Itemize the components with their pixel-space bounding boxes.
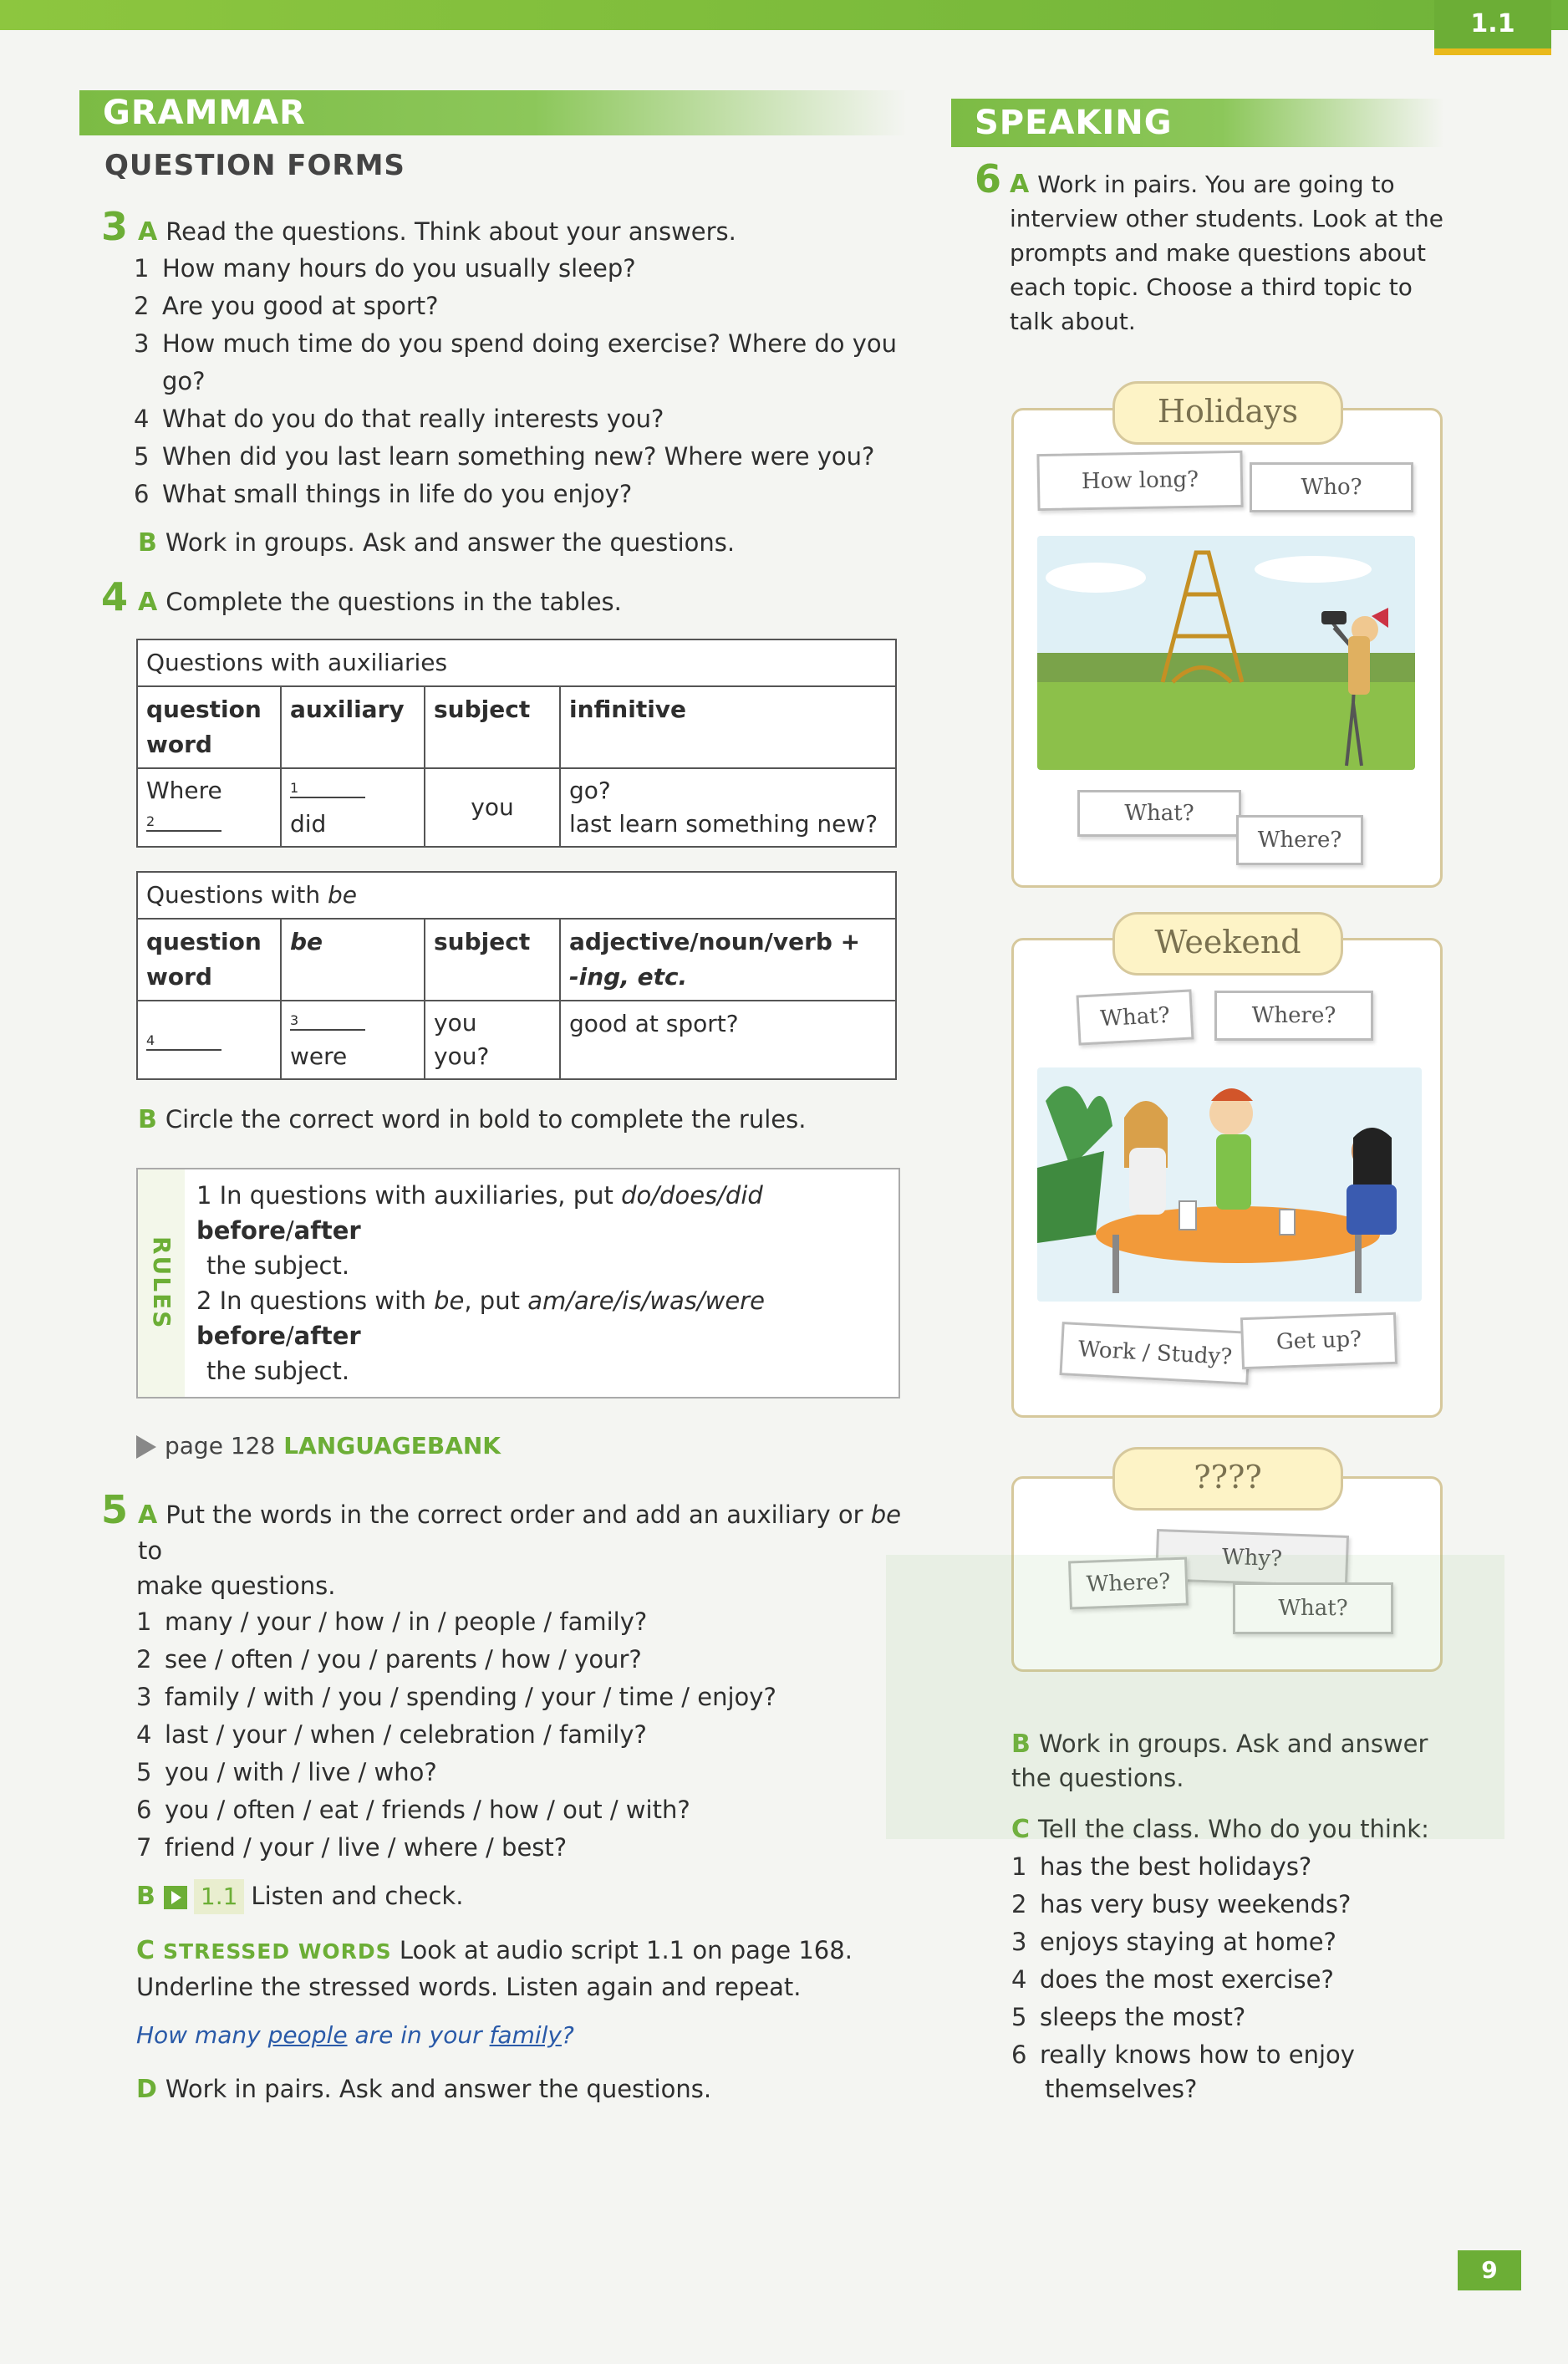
table-cell: good at sport? [560,1001,896,1079]
table-cell: Where 2 [137,768,281,847]
table-header: question word [137,919,281,1001]
rules-text: 1 In questions with auxiliaries, put do/does/did before/after the subject. 2 In questions with be, put am/are/is/was/were before/after the subject. [196,1181,765,1385]
table-header: be [281,919,425,1001]
rule-choice[interactable]: before [196,1322,286,1350]
topic-box-holidays [1011,393,1443,888]
exercise-number: 3 [101,204,129,249]
exercise-5d: D Work in pairs. Ask and answer the questions. [136,2075,712,2104]
list-item: 1 many / your / how / in / people / family? [136,1607,648,1636]
section-subheading: QUESTION FORMS [104,149,405,182]
table-caption: Questions with be [137,872,896,919]
prompt-card: Where? [1214,991,1373,1041]
instruction: Complete the questions in the tables. [165,588,622,616]
answer-blank[interactable]: 4 [146,1031,221,1051]
prompt-card: Where? [1068,1557,1189,1610]
question-list [134,250,907,513]
speaking-banner: SPEAKING [951,99,1444,147]
table-header: infinitive [560,686,896,768]
prompt-card: How long? [1036,451,1243,511]
grammar-column [79,90,907,2107]
rule-choice[interactable]: before [196,1216,286,1245]
list-item: 6 really knows how to enjoy [1011,2040,1355,2069]
table-header: auxiliary [281,686,425,768]
exercise-6b: B Work in groups. Ask and answer the questions. [1011,1730,1428,1792]
prompt-card: Where? [1236,815,1363,865]
who-list [1011,1848,1446,2074]
exercise-number: 5 [101,1487,129,1532]
exercise-4: 4 A Complete the questions in the tables. Questions with auxiliaries question word auxiliary subject infinitive Where 2 1 did you go? last learn something new? Questions with be question word be subject adjective/noun/verb + -ing, etc. 4 3 were you you? good at sport? B Circle the correct word in bold to complete the rules. RULES 1 In questions with auxiliaries, put do/does/did before/after the subject. 2 In questions with be, put am/are/is/was/were before/after the subject. page 128 LANGUAGEBANK [79,584,907,1464]
exercise-3 [79,204,907,561]
exercise-4b: B Circle the correct word in bold to complete the rules. [138,1105,807,1134]
topic-title: ???? [1112,1447,1343,1511]
prompt-card: What? [1233,1582,1393,1634]
table-header: question word [137,686,281,768]
answer-blank[interactable]: 3 [290,1011,365,1031]
list-item: 2 Are you good at sport? [134,292,439,320]
show-through-shadow [886,1555,1504,1839]
cafe-friends-illustration [1037,1067,1422,1302]
prompt-card: What? [1077,790,1241,837]
topic-title: Weekend [1112,912,1343,976]
list-item: 5 When did you last learn something new? Where were you? [134,442,875,471]
prompt-card: Who? [1250,462,1413,512]
list-item: 4 What do you do that really interests you? [134,405,664,433]
list-item: 3 enjoys staying at home? [1011,1928,1336,1956]
list-item: 7 friend / your / live / where / best? [136,1833,568,1862]
prompt-card: Get up? [1240,1312,1397,1369]
page-number: 9 [1458,2250,1521,2290]
example-sentence: How many people are in your family? [136,2021,574,2049]
be-table [136,871,897,1080]
answer-blank[interactable]: 2 [146,812,221,832]
exercise-number: 6 [975,156,1002,201]
list-item: 2 see / often / you / parents / how / your? [136,1645,642,1674]
prompt-card: Work / Study? [1059,1322,1250,1385]
grammar-banner: GRAMMAR [79,90,907,135]
exercise-3b: B Work in groups. Ask and answer the questions. [138,528,736,558]
table-cell: 3 were [281,1001,425,1079]
eiffel-tower-illustration [1037,536,1415,770]
exercise-6c: C Tell the class. Who do you think: 1 has the best holidays? 2 has very busy weekends? 3 enjoys staying at home? 4 does the most exercise? 5 sleeps the most? 6 really knows how to enjoy themselves? [1011,1811,1446,2104]
rules-box [136,1168,900,1399]
top-color-bar [0,0,1568,30]
rules-tab: RULES [138,1169,185,1397]
topic-title: Holidays [1112,381,1343,445]
list-item: 2 has very busy weekends? [1011,1890,1352,1918]
speaking-column [951,99,1444,339]
play-icon[interactable] [164,1886,187,1909]
list-item: 6 you / often / eat / friends / how / out / with? [136,1796,690,1824]
table-cell: you you? [425,1001,560,1079]
rule-choice[interactable]: after [293,1322,361,1350]
list-item: 3 family / with / you / spending / your / time / enjoy? [136,1683,776,1711]
list-item: 5 sleeps the most? [1011,2003,1246,2031]
rule-choice[interactable]: after [293,1216,361,1245]
language-bank-link[interactable]: page 128 LANGUAGEBANK [136,1429,907,1464]
table-cell: go? last learn something new? [560,768,896,847]
prompt-card: What? [1077,989,1194,1045]
table-header: subject [425,686,560,768]
table-caption: Questions with auxiliaries [137,639,896,686]
exercise-number: 4 [101,574,129,619]
table-header: subject [425,919,560,1001]
prompt-card: Why? [1155,1529,1349,1587]
exercise-letter: A [138,217,158,247]
table-cell [137,1001,281,1079]
audio-track-label[interactable]: 1.1 [194,1879,245,1914]
table-header: adjective/noun/verb + -ing, etc. [560,919,896,1001]
topic-box-weekend [1011,924,1443,1418]
exercise-6a: 6 A Work in pairs. You are going to interview other students. Look at the prompts and make questions about each topic. Choose a third topic to talk about. [975,156,1444,335]
list-item: 3 How much time do you spend doing exercise? Where do you go? [134,329,898,395]
table-cell: 1 did [281,768,425,847]
answer-blank[interactable]: 1 [290,778,365,798]
exercise-5c: C STRESSED WORDS Look at audio script 1.1 on page 168. Underline the stressed words. Listen again and repeat. [136,1936,853,2001]
pointer-triangle-icon [136,1435,156,1459]
word-order-list [136,1603,907,1867]
list-item: 6 What small things in life do you enjoy? [134,480,633,508]
list-item: 5 you / with / live / who? [136,1758,437,1786]
list-item: 1 has the best holidays? [1011,1852,1312,1881]
auxiliaries-table [136,639,897,848]
table-cell: you [425,768,560,847]
unit-tab: 1.1 [1434,0,1551,55]
instruction: Read the questions. Think about your answers. [165,217,736,246]
exercise-5b: B 1.1 Listen and check. [136,1878,907,1914]
list-item: 4 last / your / when / celebration / family? [136,1720,647,1749]
list-item: 4 does the most exercise? [1011,1965,1334,1994]
exercise-5: 5 A Put the words in the correct order and add an auxiliary or be to make questions. 1 many / your / how / in / people / family? 2 see / often / you / parents / how / your? 3 family / with / you / spending / your / time / enjoy? 4 last / your / when / celebration / family? 5 you / with / live / who? 6 you / often / eat / friends / how / out / with? 7 friend / your / live / where / best? B 1.1 Listen and check. C STRESSED WORDS Look at audio script 1.1 on page 168. Underline the stressed words. Listen again and repeat. How many people are in your family? D Work in pairs. Ask and answer the questions. [79,1497,907,2107]
list-item: 1 How many hours do you usually sleep? [134,254,636,283]
